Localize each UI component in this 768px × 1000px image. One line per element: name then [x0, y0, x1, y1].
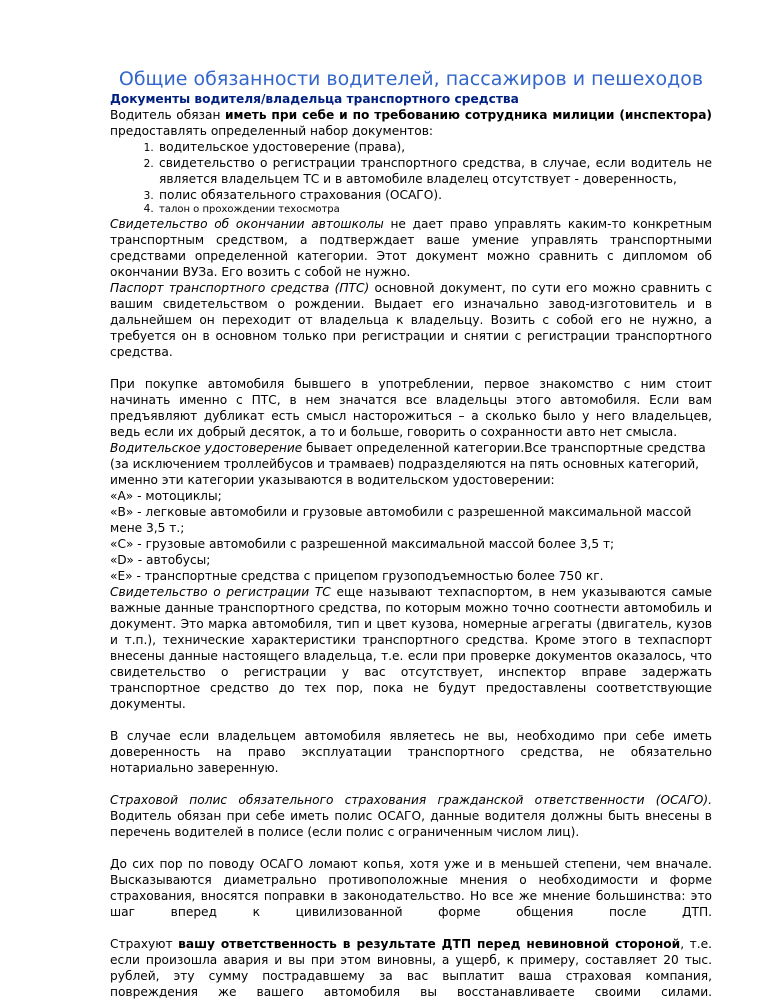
list-item: 3. полис обязательного страхования (ОСАГО).: [157, 187, 712, 203]
license-paragraph: [110, 440, 712, 488]
category-line: «А» - мотоциклы;: [110, 489, 222, 503]
school-term: Свидетельство об окончании автошколы: [110, 217, 384, 231]
insure-pre: Страхуют: [110, 937, 179, 951]
spacer: [110, 776, 712, 792]
osago-text: Водитель обязан при себе иметь полис ОСАГО, данные водителя должны быть внесены в перечень водителей в полисе (если полис с ограниченным числом лиц).: [110, 809, 712, 839]
pts-paragraph: [110, 280, 712, 360]
category-line: «D» - автобусы;: [110, 553, 211, 567]
debate-paragraph: До сих пор по поводу ОСАГО ломают копья, хотя уже и в меньшей степени, чем вначале. Высказываются диаметрально противоположные мнения о необходимости и форме страхования, вносятся поправки в законодательство. Но все же мнение большинства: это шаг вперед к цивилизованной форме общения после ДТП.: [110, 857, 712, 919]
documents-list: [110, 139, 712, 216]
osago-term: Страховой полис обязательного страхования гражданской ответственности (ОСАГО).: [110, 793, 712, 807]
used-car-paragraph: При покупке автомобиля бывшего в употреблении, первое знакомство с ним стоит начинать именно с ПТС, в нем значатся все владельцы этого автомобиля. Если вам предъявляют дубликат есть смысл насторожиться – а сколько было у него владельцев, ведь если их добрый десяток, а то и больше, говорить о сохранности авто нет смысла.: [110, 377, 712, 439]
intro-paragraph: [110, 107, 712, 139]
insure-bold: вашу ответственность в результате ДТП перед невиновной стороной: [178, 937, 681, 951]
pts-term: Паспорт транспортного средства (ПТС): [110, 281, 370, 295]
intro-bold: иметь при себе и по требованию сотрудника милиции (инспектора): [225, 108, 712, 122]
page-title: Общие обязанности водителей, пассажиров и пешеходов: [118, 68, 704, 90]
category-line: «В» - легковые автомобили и грузовые автомобили с разрешенной максимальной массой мене 3,5 т.;: [110, 505, 692, 535]
osago-paragraph: [110, 792, 712, 840]
spacer: [110, 920, 712, 936]
category-line: «E» - транспортные средства с прицепом грузоподъемностью более 750 кг.: [110, 569, 604, 583]
list-item: 4. талон о прохождении техосмотра: [157, 203, 712, 216]
spacer: [110, 840, 712, 856]
proxy-paragraph: В случае если владельцем автомобиля являетесь не вы, необходимо при себе иметь доверенность на право эксплуатации транспортного средства, не обязательно нотариально заверенную.: [110, 729, 712, 775]
intro-post: предоставлять определенный набор документов:: [110, 124, 434, 138]
registration-text: еще называют техпаспортом, в нем указываются самые важные данные транспортного средства, по которым можно точно соотнести автомобиль и документ. Это марка автомобиля, тип и цвет кузова, номерные агрегаты (двигатель, кузов и т.п.), технические характеристики транспортного средства. Кроме этого в техпаспорт внесены данные настоящего владельца, т.е. если при проверке документов оказалось, что свидетельство о регистрации у вас отсутствует, инспектор вправе задержать транспортное средство до тех пор, пока не будут предоставлены соответствующие документы.: [110, 585, 712, 711]
intro-pre: Водитель обязан: [110, 108, 225, 122]
list-item: 1. водительское удостоверение (права),: [157, 139, 712, 155]
section-subtitle: Документы водителя/владельца транспортного средства: [110, 92, 519, 106]
spacer: [110, 712, 712, 728]
registration-term: Свидетельство о регистрации ТС: [110, 585, 331, 599]
license-text: бывает определенной категории.Все транспортные средства (за исключением троллейбусов и трамваев) подразделяются на пять основных категорий, именно эти категории указываются в водительском удостоверении:: [110, 441, 706, 487]
school-paragraph: [110, 216, 712, 280]
school-text: не дает право управлять каким-то конкретным транспортным средством, а подтверждает ваше умение управлять транспортными средствами определенной категории. Этот документ можно сравнить с дипломом об окончании ВУЗа. Его возить с собой не нужно.: [110, 217, 712, 279]
spacer: [110, 360, 712, 376]
registration-paragraph: [110, 584, 712, 712]
insure-post: , т.е. если произошла авария и вы при этом виновны, а ущерб, к примеру, составляет 20 тыс. рублей, эту сумму пострадавшему за вас выплатит ваша страховая компания, повреждения же вашего автомобиля вы восстанавливаете своими силами.: [110, 937, 712, 999]
pts-text: основной документ, по сути его можно сравнить с вашим свидетельством о рождении. Выдает его изначально завод-изготовитель и в дальнейшем он переходит от владельца к владельцу. Возить с собой его не нужно, а требуется он в основном только при регистрации и снятии с регистрации транспортного средства.: [110, 281, 712, 359]
list-item: 2. свидетельство о регистрации транспортного средства, в случае, если водитель не является владельцем ТС и в автомобиле владелец отсутствует - доверенность,: [157, 155, 712, 187]
category-line: «С» - грузовые автомобили с разрешенной максимальной массой более 3,5 т;: [110, 537, 615, 551]
insure-paragraph: [110, 936, 712, 1000]
license-term: Водительское удостоверение: [110, 441, 303, 455]
